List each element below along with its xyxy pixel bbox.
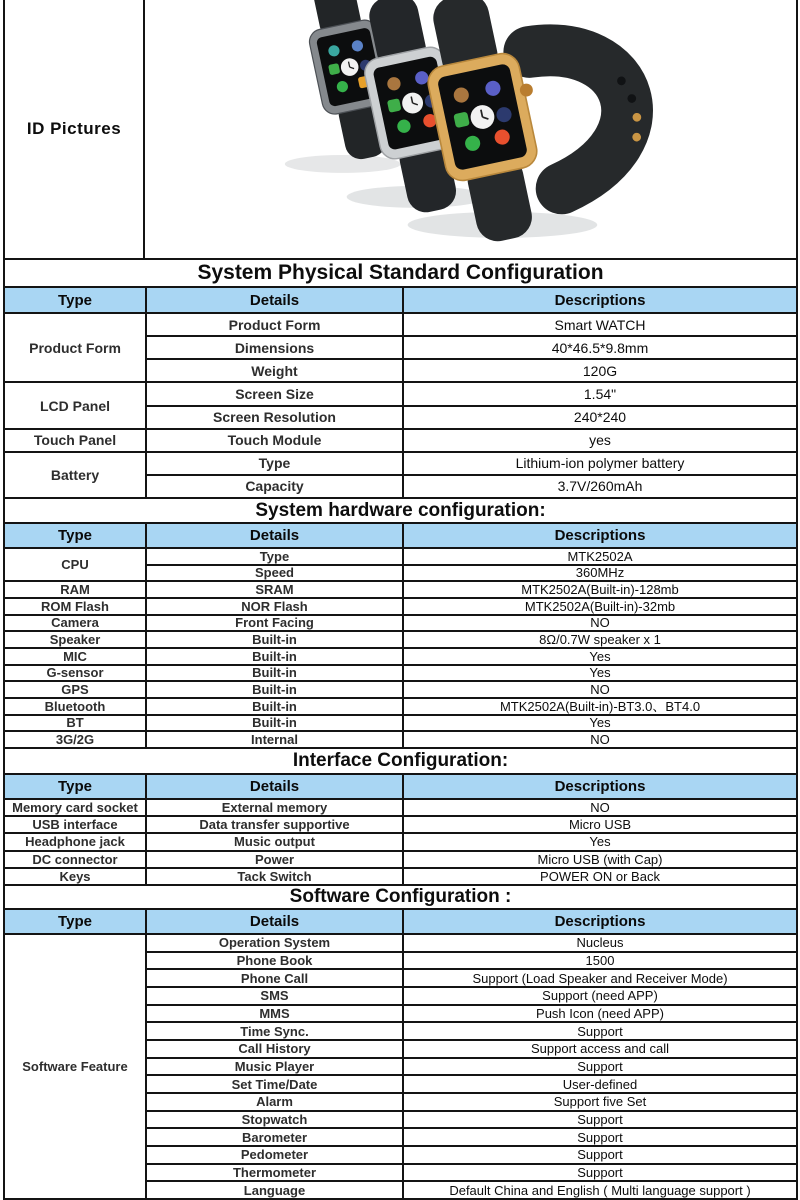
details-cell: Thermometer [147, 1165, 402, 1181]
details-cell: Language [147, 1182, 402, 1198]
details-cell: Dimensions [147, 337, 402, 358]
details-cell: Time Sync. [147, 1023, 402, 1039]
details-cell: MMS [147, 1006, 402, 1022]
value-cell: Yes [404, 716, 796, 731]
details-cell: Phone Call [147, 970, 402, 986]
value-cell: Lithium-ion polymer battery [404, 453, 796, 474]
details-cell: Product Form [147, 314, 402, 335]
section-body [5, 935, 796, 1198]
value-cell: 1500 [404, 953, 796, 969]
type-cell: Memory card socket [5, 800, 145, 815]
section-body [5, 314, 796, 497]
value-cell: User-defined [404, 1076, 796, 1092]
value-cell: 360MHz [404, 566, 796, 581]
value-cell: Support [404, 1023, 796, 1039]
value-cell: 40*46.5*9.8mm [404, 337, 796, 358]
type-cell: RAM [5, 582, 145, 597]
value-cell: POWER ON or Back [404, 869, 796, 884]
type-cell: Software Feature [5, 935, 145, 1198]
value-cell: NO [404, 682, 796, 697]
details-cell: Data transfer supportive [147, 817, 402, 832]
value-cell: 240*240 [404, 407, 796, 428]
details-cell: Built-in [147, 666, 402, 681]
details-cell: Built-in [147, 682, 402, 697]
column-header: Descriptions [404, 288, 796, 312]
spec-sections [5, 258, 796, 1198]
details-cell: Screen Resolution [147, 407, 402, 428]
value-cell: 1.54" [404, 383, 796, 404]
type-cell: ROM Flash [5, 599, 145, 614]
product-photo [145, 0, 796, 258]
details-cell: Phone Book [147, 953, 402, 969]
section-title: System hardware configuration: [5, 497, 796, 524]
column-header: Type [5, 288, 145, 312]
value-cell: Yes [404, 649, 796, 664]
type-cell: Battery [5, 453, 145, 497]
details-cell: Tack Switch [147, 869, 402, 884]
details-cell: Type [147, 453, 402, 474]
table-header-row [5, 910, 796, 935]
details-cell: Alarm [147, 1094, 402, 1110]
type-cell: BT [5, 716, 145, 731]
value-cell: Support [404, 1165, 796, 1181]
value-cell: Yes [404, 666, 796, 681]
details-cell: Built-in [147, 649, 402, 664]
value-cell: Support (Load Speaker and Receiver Mode) [404, 970, 796, 986]
details-cell: SRAM [147, 582, 402, 597]
value-cell: Support five Set [404, 1094, 796, 1110]
details-cell: Internal [147, 732, 402, 747]
value-cell: Support access and call [404, 1041, 796, 1057]
details-cell: Call History [147, 1041, 402, 1057]
details-cell: Touch Module [147, 430, 402, 451]
type-cell: CPU [5, 549, 145, 580]
smartwatch-illustration [145, 0, 796, 258]
value-cell: NO [404, 732, 796, 747]
type-cell: MIC [5, 649, 145, 664]
column-header: Type [5, 524, 145, 547]
details-cell: Type [147, 549, 402, 564]
details-cell: NOR Flash [147, 599, 402, 614]
value-cell: 3.7V/260mAh [404, 476, 796, 497]
details-cell: Screen Size [147, 383, 402, 404]
details-cell: Built-in [147, 716, 402, 731]
type-cell: Keys [5, 869, 145, 884]
column-header: Details [147, 910, 402, 933]
details-cell: Pedometer [147, 1147, 402, 1163]
type-cell: DC connector [5, 852, 145, 867]
details-cell: Stopwatch [147, 1112, 402, 1128]
details-cell: Music Player [147, 1059, 402, 1075]
section-body [5, 549, 796, 747]
type-cell: GPS [5, 682, 145, 697]
column-header: Details [147, 524, 402, 547]
details-cell: Front Facing [147, 616, 402, 631]
details-cell: Music output [147, 834, 402, 849]
details-cell: External memory [147, 800, 402, 815]
value-cell: 8Ω/0.7W speaker x 1 [404, 632, 796, 647]
type-cell: Product Form [5, 314, 145, 381]
id-pictures-label: ID Pictures [5, 0, 145, 258]
details-cell: Weight [147, 360, 402, 381]
value-cell: Smart WATCH [404, 314, 796, 335]
section-title: Software Configuration : [5, 884, 796, 910]
value-cell: Support [404, 1147, 796, 1163]
column-header: Details [147, 775, 402, 798]
smartwatch [411, 0, 660, 249]
section-title: Interface Configuration: [5, 747, 796, 775]
value-cell: Micro USB (with Cap) [404, 852, 796, 867]
type-cell: 3G/2G [5, 732, 145, 747]
value-cell: MTK2502A [404, 549, 796, 564]
column-header: Type [5, 775, 145, 798]
value-cell: Support [404, 1059, 796, 1075]
section-title: System Physical Standard Configuration [5, 258, 796, 288]
table-header-row [5, 288, 796, 314]
details-cell: Operation System [147, 935, 402, 951]
table-header-row [5, 524, 796, 549]
type-cell: Headphone jack [5, 834, 145, 849]
value-cell: Support [404, 1129, 796, 1145]
details-cell: Set Time/Date [147, 1076, 402, 1092]
value-cell: Micro USB [404, 817, 796, 832]
type-cell: G-sensor [5, 666, 145, 681]
type-cell: USB interface [5, 817, 145, 832]
details-cell: Built-in [147, 632, 402, 647]
id-pictures-row [5, 0, 796, 258]
column-header: Type [5, 910, 145, 933]
value-cell: yes [404, 430, 796, 451]
value-cell: MTK2502A(Built-in)-BT3.0、BT4.0 [404, 699, 796, 714]
column-header: Descriptions [404, 524, 796, 547]
value-cell: Support [404, 1112, 796, 1128]
details-cell: Speed [147, 566, 402, 581]
value-cell: MTK2502A(Built-in)-128mb [404, 582, 796, 597]
type-cell: Touch Panel [5, 430, 145, 451]
details-cell: Built-in [147, 699, 402, 714]
value-cell: 120G [404, 360, 796, 381]
column-header: Details [147, 288, 402, 312]
details-cell: Capacity [147, 476, 402, 497]
details-cell: Barometer [147, 1129, 402, 1145]
spec-table [3, 0, 798, 1200]
details-cell: Power [147, 852, 402, 867]
column-header: Descriptions [404, 775, 796, 798]
type-cell: Camera [5, 616, 145, 631]
column-header: Descriptions [404, 910, 796, 933]
value-cell: Support (need APP) [404, 988, 796, 1004]
value-cell: MTK2502A(Built-in)-32mb [404, 599, 796, 614]
value-cell: Yes [404, 834, 796, 849]
value-cell: NO [404, 800, 796, 815]
value-cell: Default China and English ( Multi language support ) [404, 1182, 796, 1198]
table-header-row [5, 775, 796, 800]
section-body [5, 800, 796, 884]
value-cell: Nucleus [404, 935, 796, 951]
type-cell: Bluetooth [5, 699, 145, 714]
value-cell: Push Icon (need APP) [404, 1006, 796, 1022]
type-cell: Speaker [5, 632, 145, 647]
type-cell: LCD Panel [5, 383, 145, 427]
value-cell: NO [404, 616, 796, 631]
details-cell: SMS [147, 988, 402, 1004]
